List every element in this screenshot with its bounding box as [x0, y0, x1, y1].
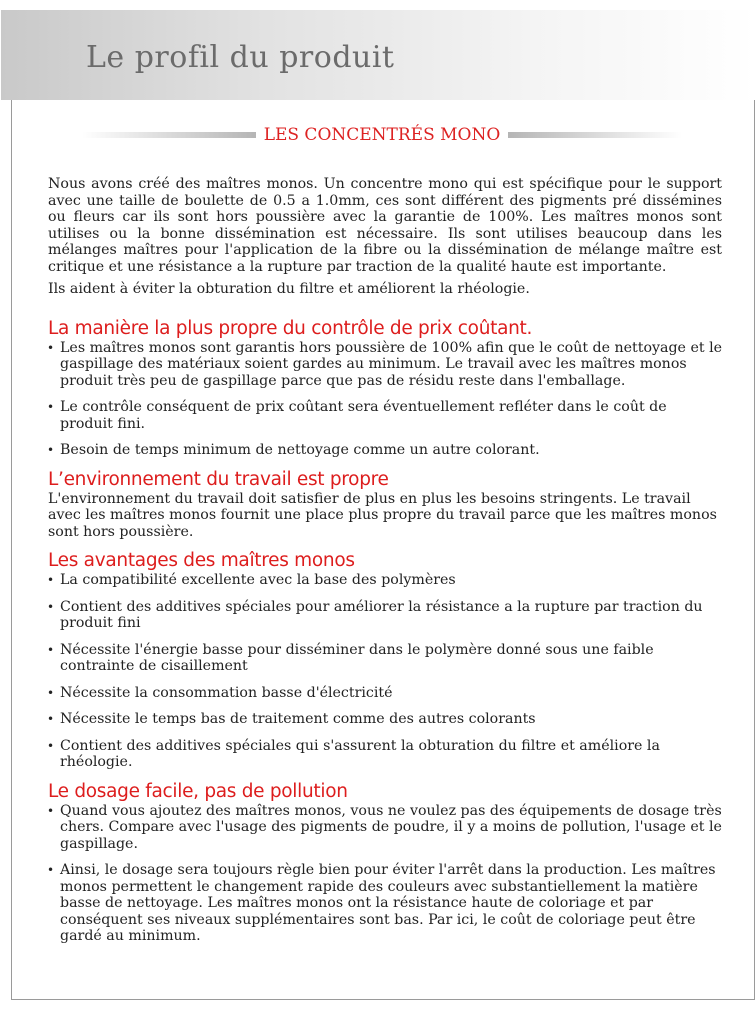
list-item: • Nécessite l'énergie basse pour disséminer dans le polymère donné sous une faible contrainte de cisaillement — [48, 642, 722, 675]
list-item: • Contient des additives spéciales qui s'assurent la obturation du filtre et améliore la rhéologie. — [48, 738, 722, 771]
clean-environment-paragraph: L'environnement du travail doit satisfier de plus en plus les besoins stringents. Le travail avec les maîtres monos fournit une place plus propre du travail parce que les maîtres monos sont hors poussière. — [48, 490, 717, 540]
banner-title: LES CONCENTRÉS MONO — [263, 125, 501, 145]
section-heading-easy-dosing: Le dosage facile, pas de pollution — [48, 780, 348, 802]
section-heading-advantages: Les avantages des maîtres monos — [48, 550, 355, 571]
banner-left-rule — [82, 132, 256, 138]
list-item: • Les maîtres monos sont garantis hors poussière de 100% afin que le coût de nettoyage et le gaspillage des matériaux soient gardes au minimum. Le travail avec les maîtres monos produit très peu de gaspillage parce que pas de résidu reste dans l'emballage. — [48, 340, 722, 390]
section-banner — [82, 124, 682, 146]
section-heading-clean-environment: L’environnement du travail est propre — [48, 468, 389, 490]
advantages-list — [48, 572, 722, 771]
page-header — [1, 10, 756, 100]
banner-right-rule — [508, 132, 682, 138]
list-item: • Besoin de temps minimum de nettoyage comme un autre colorant. — [48, 442, 722, 459]
document-page — [11, 10, 755, 1000]
list-item: • Ainsi, le dosage sera toujours règle bien pour éviter l'arrêt dans la production. Les maîtres monos permettent le changement rapide des couleurs avec substantiellement la matière basse de nettoyage. Les maîtres monos ont la résistance haute de coloriage et par conséquent ses niveaux supplémentaires sont bas. Par ici, le coût de coloriage peut être gardé au minimum. — [48, 862, 722, 945]
intro-paragraph-2: Ils aident à éviter la obturation du filtre et améliorent la rhéologie. — [48, 281, 530, 297]
intro-paragraph: Nous avons créé des maîtres monos. Un concentre mono qui est spécifique pour le support avec une taille de boulette de 0.5 a 1.0mm, ces sont différent des pigments pré dissémines ou fleurs car ils sont hors poussière avec la garantie de 100%. Les maîtres monos sont utilises ou la bonne dissémination est nécessaire. Ils sont utilises beaucoup dans les mélanges maîtres pour l'application de la fibre ou la dissémination de mélange maître est critique et une résistance a la rupture par traction de la qualité haute est importante. — [48, 176, 722, 275]
list-item: • Contient des additives spéciales pour améliorer la résistance a la rupture par traction du produit fini — [48, 599, 722, 632]
section-heading-cost-control: La manière la plus propre du contrôle de prix coûtant. — [48, 317, 533, 339]
list-item: • La compatibilité excellente avec la base des polymères — [48, 572, 722, 589]
list-item: • Le contrôle conséquent de prix coûtant sera éventuellement refléter dans le coût de produit fini. — [48, 399, 722, 432]
list-item: • Nécessite le temps bas de traitement comme des autres colorants — [48, 711, 722, 728]
list-item: • Quand vous ajoutez des maîtres monos, vous ne voulez pas des équipements de dosage très chers. Compare avec l'usage des pigments de poudre, il y a moins de pollution, l'usage et le gaspillage. — [48, 803, 722, 853]
content-body — [48, 176, 722, 945]
cost-control-list — [48, 340, 722, 459]
page-title: Le profil du produit — [86, 40, 395, 75]
list-item: • Nécessite la consommation basse d'électricité — [48, 685, 722, 702]
easy-dosing-list — [48, 803, 722, 945]
